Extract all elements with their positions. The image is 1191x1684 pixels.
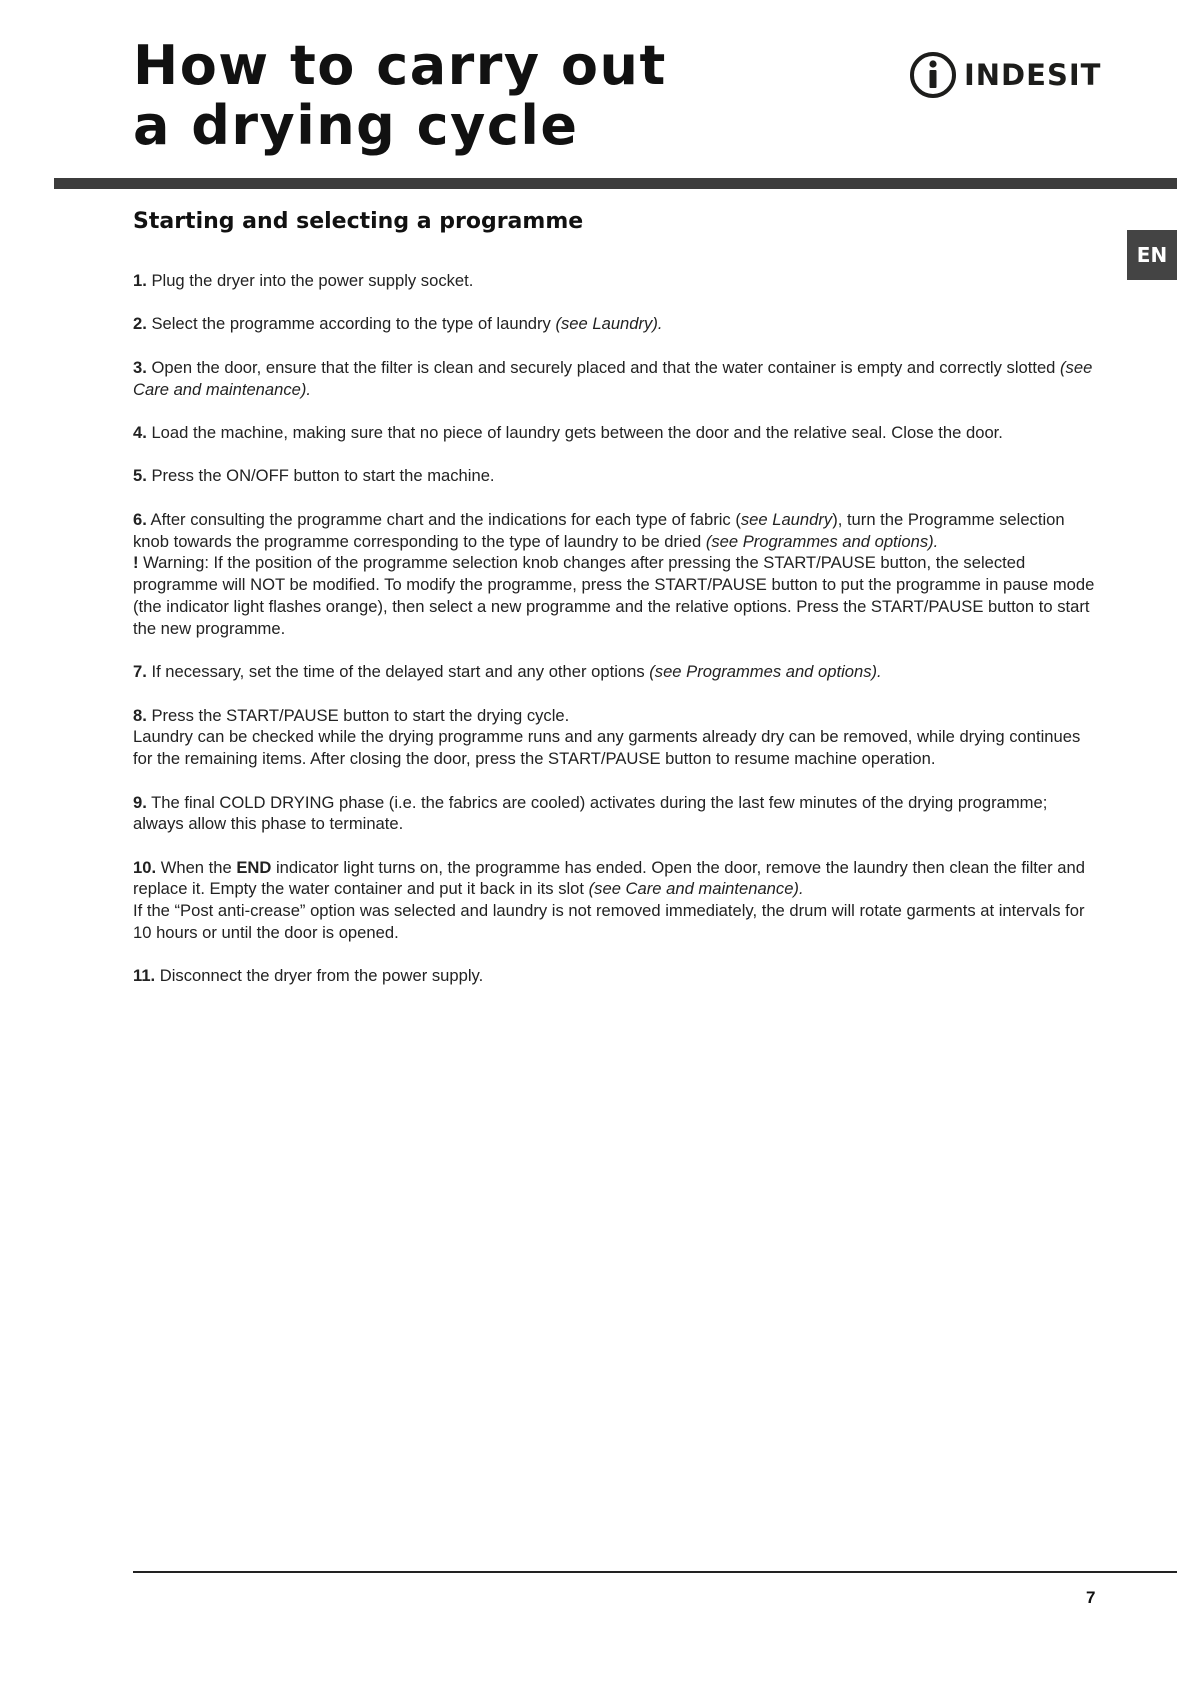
- indesit-logo-icon: [908, 50, 958, 100]
- page-number: 7: [1086, 1588, 1096, 1607]
- step-7: [133, 661, 1097, 683]
- step-number: 4.: [133, 422, 147, 442]
- step-text: indicator light turns on, the programme has ended. Open the door, remove the laundry then clean the filter and replace it. Empty the water container and put it back in its slot: [133, 857, 1085, 899]
- step-11: [133, 965, 1097, 987]
- page-title: [133, 36, 667, 156]
- end-indicator-label: END: [236, 857, 272, 877]
- step-number: 10.: [133, 857, 157, 877]
- warning-icon: !: [133, 553, 139, 573]
- language-tab: EN: [1127, 230, 1177, 280]
- step-text: Press the START/PAUSE button to start the drying cycle.: [146, 705, 570, 725]
- step-text: Open the door, ensure that the filter is clean and securely placed and that the water container is empty and correctly slotted: [146, 357, 1061, 377]
- step-text: Load the machine, making sure that no piece of laundry gets between the door and the relative seal. Close the door.: [146, 422, 1003, 442]
- step-text: ), turn the Programme selection knob towards the programme corresponding to the type of laundry to be dried: [133, 509, 1065, 551]
- cross-reference: (see Care and maintenance).: [588, 879, 804, 899]
- step-1: [133, 270, 1097, 292]
- page-title-line-2: a drying cycle: [133, 94, 579, 157]
- step-10: [133, 857, 1097, 944]
- step-text: Plug the dryer into the power supply socket.: [146, 271, 474, 290]
- brand-logo-text: INDESIT: [964, 58, 1102, 92]
- step-8: [133, 705, 1097, 770]
- step-note: Laundry can be checked while the drying programme runs and any garments already dry can be removed, while drying continues for the remaining items. After closing the door, press the START/PAUSE button to resume machine operation.: [133, 727, 1081, 769]
- step-2: [133, 313, 1097, 335]
- step-text: Disconnect the dryer from the power supply.: [155, 966, 484, 986]
- brand-logo: [908, 48, 1108, 102]
- step-9: [133, 792, 1097, 836]
- step-text: If necessary, set the time of the delayed start and any other options: [146, 662, 650, 682]
- step-text: When the: [156, 857, 237, 877]
- step-number: 5.: [133, 466, 147, 486]
- step-note: If the “Post anti-crease” option was selected and laundry is not removed immediately, the drum will rotate garments at intervals for 10 hours or until the door is opened.: [133, 901, 1085, 943]
- step-number: 3.: [133, 357, 147, 377]
- step-number: 2.: [133, 314, 147, 334]
- step-text: After consulting the programme chart and the indications for each type of fabric (: [146, 509, 741, 529]
- header-divider: [54, 178, 1177, 189]
- steps-list: [133, 270, 1097, 1009]
- step-number: 1.: [133, 271, 147, 290]
- step-6: [133, 509, 1097, 640]
- cross-reference: (see Programmes and options).: [705, 531, 939, 551]
- step-4: [133, 422, 1097, 444]
- cross-reference: see Laundry: [740, 509, 833, 529]
- step-text: The final COLD DRYING phase (i.e. the fabrics are cooled) activates during the last few minutes of the drying programme; always allow this phase to terminate.: [133, 792, 1048, 834]
- footer-divider: [133, 1571, 1177, 1573]
- step-number: 6.: [133, 509, 147, 529]
- step-number: 7.: [133, 662, 147, 682]
- cross-reference: (see Laundry).: [555, 314, 663, 334]
- page-title-line-1: How to carry out: [133, 34, 667, 97]
- cross-reference: (see Programmes and options).: [649, 662, 882, 682]
- step-text: Select the programme according to the type of laundry: [146, 314, 556, 334]
- step-text: Press the ON/OFF button to start the machine.: [146, 466, 495, 486]
- warning-text: Warning: If the position of the programme selection knob changes after pressing the START/PAUSE button, the selected programme will NOT be modified. To modify the programme, press the START/PAUSE button to put the programme in pause mode (the indicator light flashes orange), then select a new programme and the relative options. Press the START/PAUSE button to start the new programme.: [133, 553, 1095, 638]
- section-heading: Starting and selecting a programme: [133, 209, 584, 234]
- step-5: [133, 465, 1097, 487]
- cross-reference: (see Care and maintenance).: [133, 357, 1093, 399]
- step-number: 8.: [133, 705, 147, 725]
- step-3: [133, 357, 1097, 401]
- step-number: 9.: [133, 792, 147, 812]
- step-number: 11.: [133, 966, 156, 986]
